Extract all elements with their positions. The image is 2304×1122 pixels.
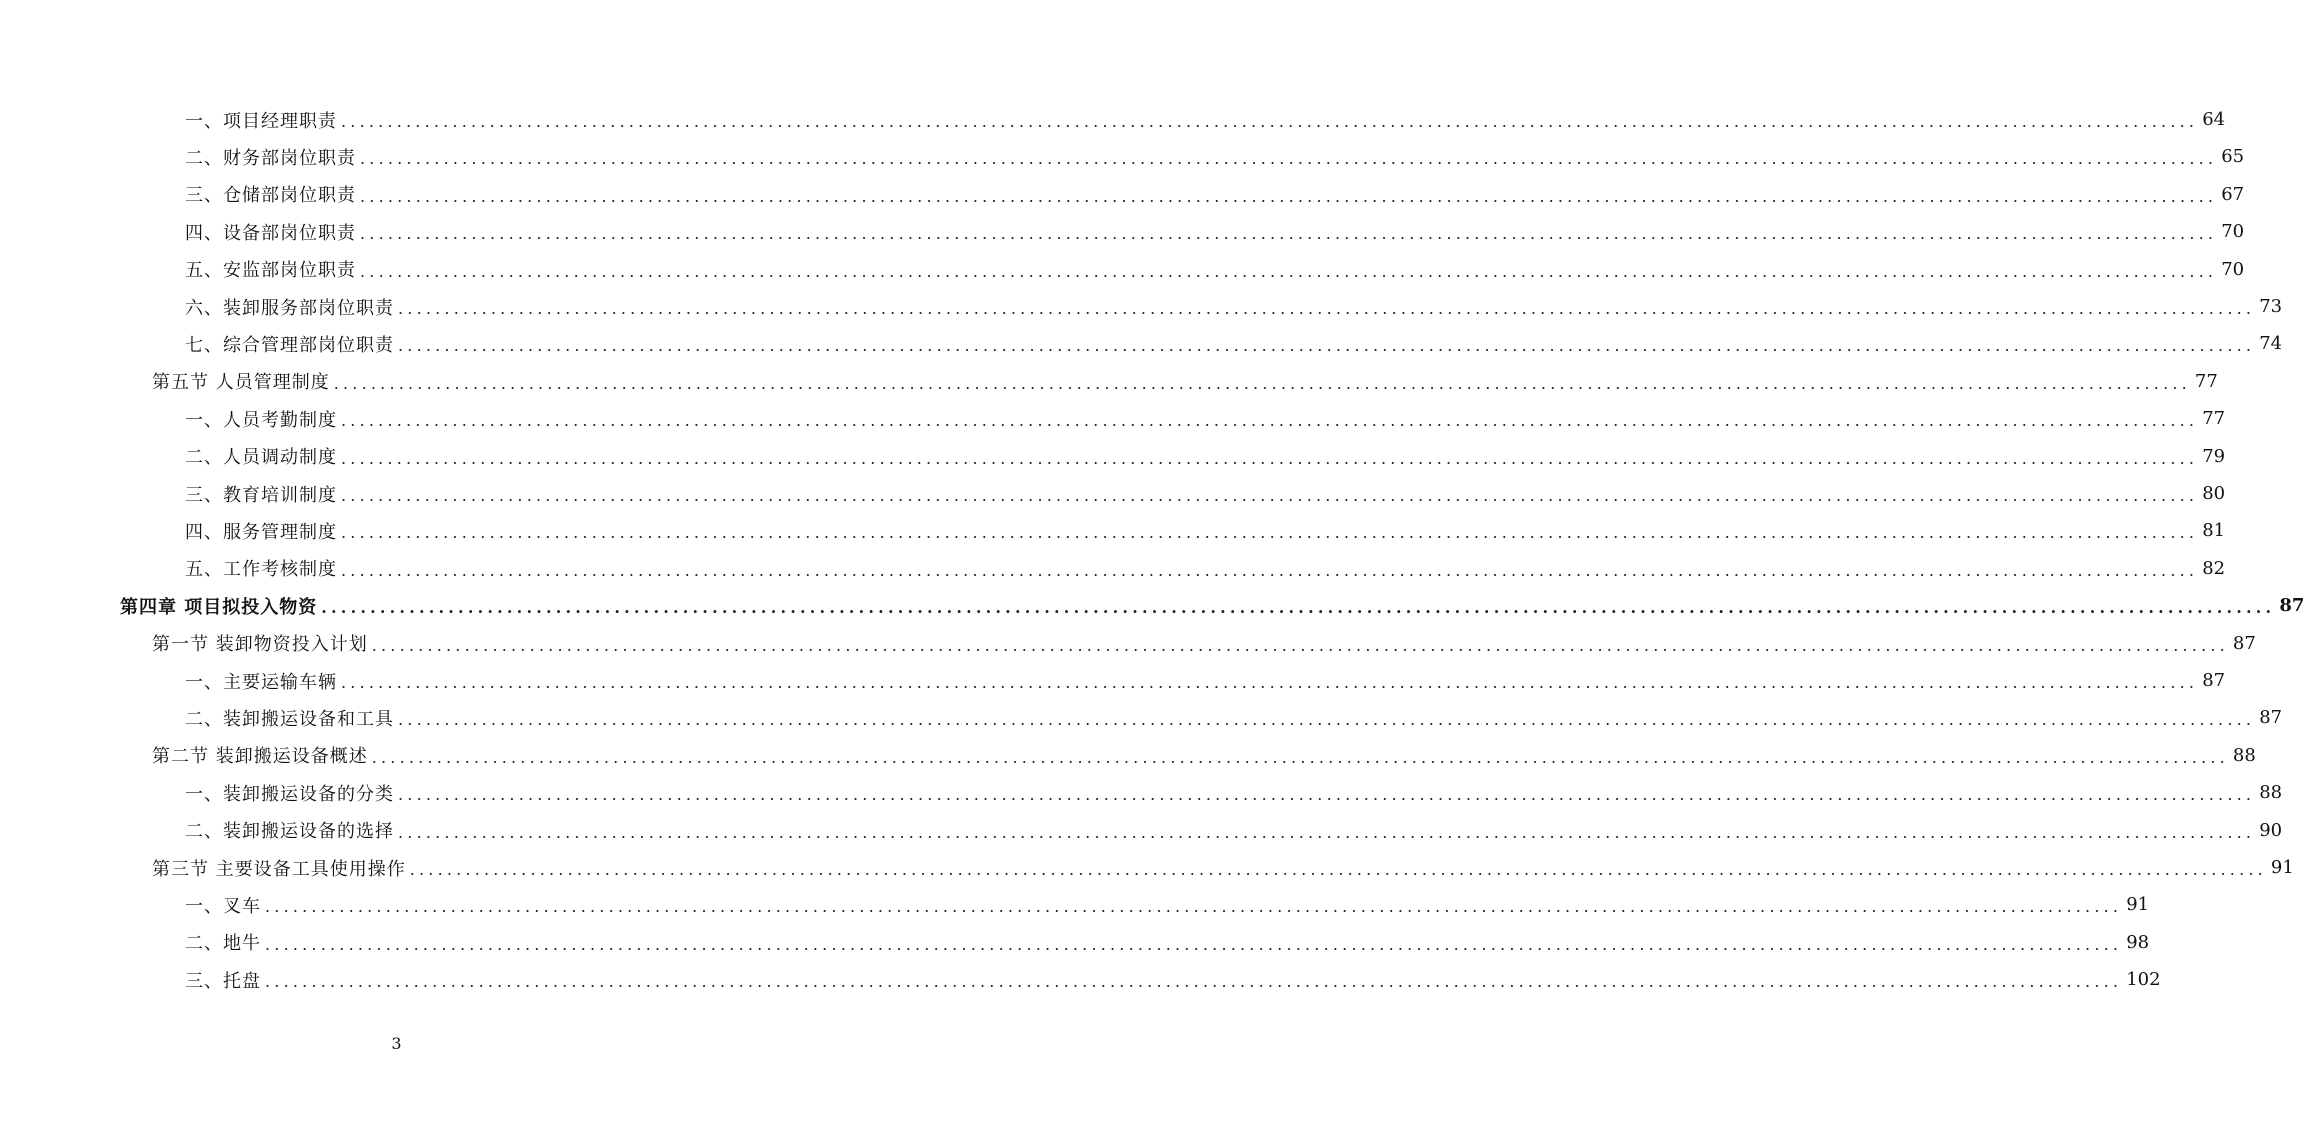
- toc-entry-item[interactable]: [185, 475, 2226, 512]
- toc-entry-label: 二、地牛: [185, 933, 261, 955]
- toc-dot-leader: ........................................................................................................................................................................................................: [360, 224, 2218, 244]
- toc-entry-page-number: 87: [2232, 632, 2256, 654]
- toc-entry-item[interactable]: [185, 774, 2283, 811]
- toc-entry-page-number: 102: [2126, 969, 2161, 991]
- toc-entry-page-number: 70: [2221, 221, 2245, 243]
- page-number: 3: [391, 1034, 402, 1053]
- toc-entry-item[interactable]: [185, 438, 2226, 475]
- toc-entry-item[interactable]: [185, 512, 2226, 549]
- toc-entry-page-number: 90: [2259, 819, 2283, 841]
- toc-entry-label: 一、主要运输车辆: [185, 671, 337, 693]
- toc-entry-page-number: 81: [2202, 520, 2226, 542]
- toc-dot-leader: ........................................................................................................................................................................................................: [265, 934, 2123, 954]
- toc-entry-section[interactable]: [152, 625, 2256, 662]
- toc-entry-item[interactable]: [185, 662, 2226, 699]
- toc-entry-label: 三、托盘: [185, 970, 261, 992]
- toc-entry-page-number: 87: [2202, 670, 2226, 691]
- toc-entry-page-number: 87: [2279, 595, 2304, 617]
- toc-entry-item[interactable]: [185, 699, 2283, 736]
- toc-entry-label: 一、装卸搬运设备的分类: [185, 783, 394, 805]
- toc-dot-leader: ........................................................................................................................................................................................................: [398, 710, 2256, 730]
- toc-dot-leader: ........................................................................................................................................................................................................: [398, 785, 2256, 805]
- toc-dot-leader: ........................................................................................................................................................................................................: [360, 186, 2218, 206]
- toc-dot-leader: ........................................................................................................................................................................................................: [341, 523, 2199, 543]
- toc-entry-page-number: 91: [2126, 894, 2150, 916]
- toc-dot-leader: ........................................................................................................................................................................................................: [360, 149, 2218, 169]
- toc-dot-leader: ........................................................................................................................................................................................................: [341, 411, 2199, 431]
- toc-dot-leader: ........................................................................................................................................................................................................: [341, 448, 2199, 468]
- toc-entry-item[interactable]: [185, 886, 2150, 923]
- toc-entry-page-number: 79: [2202, 445, 2226, 467]
- toc-entry-page-number: 91: [2270, 857, 2294, 878]
- toc-dot-leader: ........................................................................................................................................................................................................: [341, 486, 2199, 505]
- toc-entry-page-number: 77: [2202, 408, 2226, 430]
- toc-dot-leader: ........................................................................................................................................................................................................: [371, 747, 2229, 767]
- toc-entry-page-number: 74: [2259, 333, 2283, 355]
- toc-entry-label: 第一节 装卸物资投入计划: [152, 634, 368, 656]
- toc-entry-section[interactable]: [152, 849, 2294, 886]
- toc-dot-leader: ........................................................................................................................................................................................................: [265, 897, 2123, 917]
- toc-entry-label: 一、叉车: [185, 895, 261, 917]
- toc-entry-label: 五、工作考核制度: [185, 559, 337, 581]
- toc-dot-leader: ........................................................................................................................................................................................................: [371, 635, 2229, 655]
- toc-entry-item[interactable]: [185, 288, 2283, 325]
- toc-entry-label: 四、设备部岗位职责: [185, 222, 356, 244]
- toc-entry-label: 第五节 人员管理制度: [152, 372, 330, 394]
- toc-dot-leader: ........................................................................................................................................................................................................: [398, 299, 2256, 318]
- toc-entry-page-number: 77: [2194, 370, 2218, 392]
- toc-entry-page-number: 82: [2202, 557, 2226, 579]
- toc-entry-label: 一、项目经理职责: [185, 110, 337, 132]
- toc-dot-leader: ........................................................................................................................................................................................................: [398, 336, 2256, 356]
- toc-entry-page-number: 88: [2232, 744, 2256, 766]
- toc-entry-page-number: 73: [2259, 296, 2283, 317]
- toc-entry-label: 七、综合管理部岗位职责: [185, 334, 394, 356]
- toc-entry-item[interactable]: [185, 924, 2150, 961]
- toc-entry-label: 二、装卸搬运设备的选择: [185, 821, 394, 843]
- toc-dot-leader: ........................................................................................................................................................................................................: [265, 972, 2123, 992]
- toc-dot-leader: ........................................................................................................................................................................................................: [341, 112, 2199, 131]
- toc-entry-label: 三、教育培训制度: [185, 484, 337, 506]
- toc-entry-page-number: 67: [2221, 183, 2245, 205]
- toc-entry-item[interactable]: [185, 812, 2283, 849]
- toc-entry-page-number: 80: [2202, 483, 2226, 504]
- toc-entry-page-number: 65: [2221, 146, 2245, 168]
- toc-entry-label: 第二节 装卸搬运设备概述: [152, 746, 368, 768]
- toc-entry-item[interactable]: [185, 550, 2226, 587]
- toc-entry-label: 第三节 主要设备工具使用操作: [152, 858, 406, 880]
- toc-entry-page-number: 64: [2202, 109, 2226, 130]
- toc-dot-leader: ........................................................................................................................................................................................................: [360, 261, 2218, 281]
- toc-entry-section[interactable]: [152, 737, 2256, 774]
- toc-entry-page-number: 87: [2259, 707, 2283, 729]
- toc-entry-item[interactable]: [185, 138, 2245, 175]
- toc-entry-label: 二、财务部岗位职责: [185, 147, 356, 169]
- toc-entry-item[interactable]: [185, 176, 2245, 213]
- toc-entry-item[interactable]: [185, 251, 2245, 288]
- toc-entry-item[interactable]: [185, 101, 2226, 138]
- toc-dot-leader: ........................................................................................................................................................................................................: [409, 860, 2267, 879]
- toc-entry-page-number: 98: [2126, 931, 2150, 953]
- toc-entry-label: 四、服务管理制度: [185, 521, 337, 543]
- toc-entry-label: 五、安监部岗位职责: [185, 260, 356, 282]
- toc-entry-item[interactable]: [185, 213, 2245, 250]
- toc-entry-item[interactable]: [185, 325, 2283, 362]
- toc-dot-leader: ........................................................................................................................................................................................................: [398, 822, 2256, 842]
- toc-entry-item[interactable]: [185, 961, 2161, 998]
- toc-entry-label: 三、仓储部岗位职责: [185, 185, 356, 207]
- toc-entry-section[interactable]: [152, 363, 2218, 400]
- toc-dot-leader: ........................................................................................................................................................................................................: [321, 598, 2276, 618]
- toc-entry-item[interactable]: [185, 400, 2226, 437]
- toc-entry-label: 第四章 项目拟投入物资: [120, 596, 318, 618]
- toc-entry-label: 一、人员考勤制度: [185, 409, 337, 431]
- toc-entry-label: 二、人员调动制度: [185, 447, 337, 469]
- toc-dot-leader: ........................................................................................................................................................................................................: [333, 373, 2191, 393]
- toc-entry-label: 六、装卸服务部岗位职责: [185, 297, 394, 319]
- toc-dot-leader: ........................................................................................................................................................................................................: [341, 560, 2199, 580]
- toc-entry-page-number: 88: [2259, 782, 2283, 804]
- toc-entry-chapter[interactable]: [120, 587, 2304, 624]
- toc-entry-label: 二、装卸搬运设备和工具: [185, 708, 394, 730]
- toc-entry-page-number: 70: [2221, 258, 2245, 280]
- toc-dot-leader: ........................................................................................................................................................................................................: [341, 673, 2199, 692]
